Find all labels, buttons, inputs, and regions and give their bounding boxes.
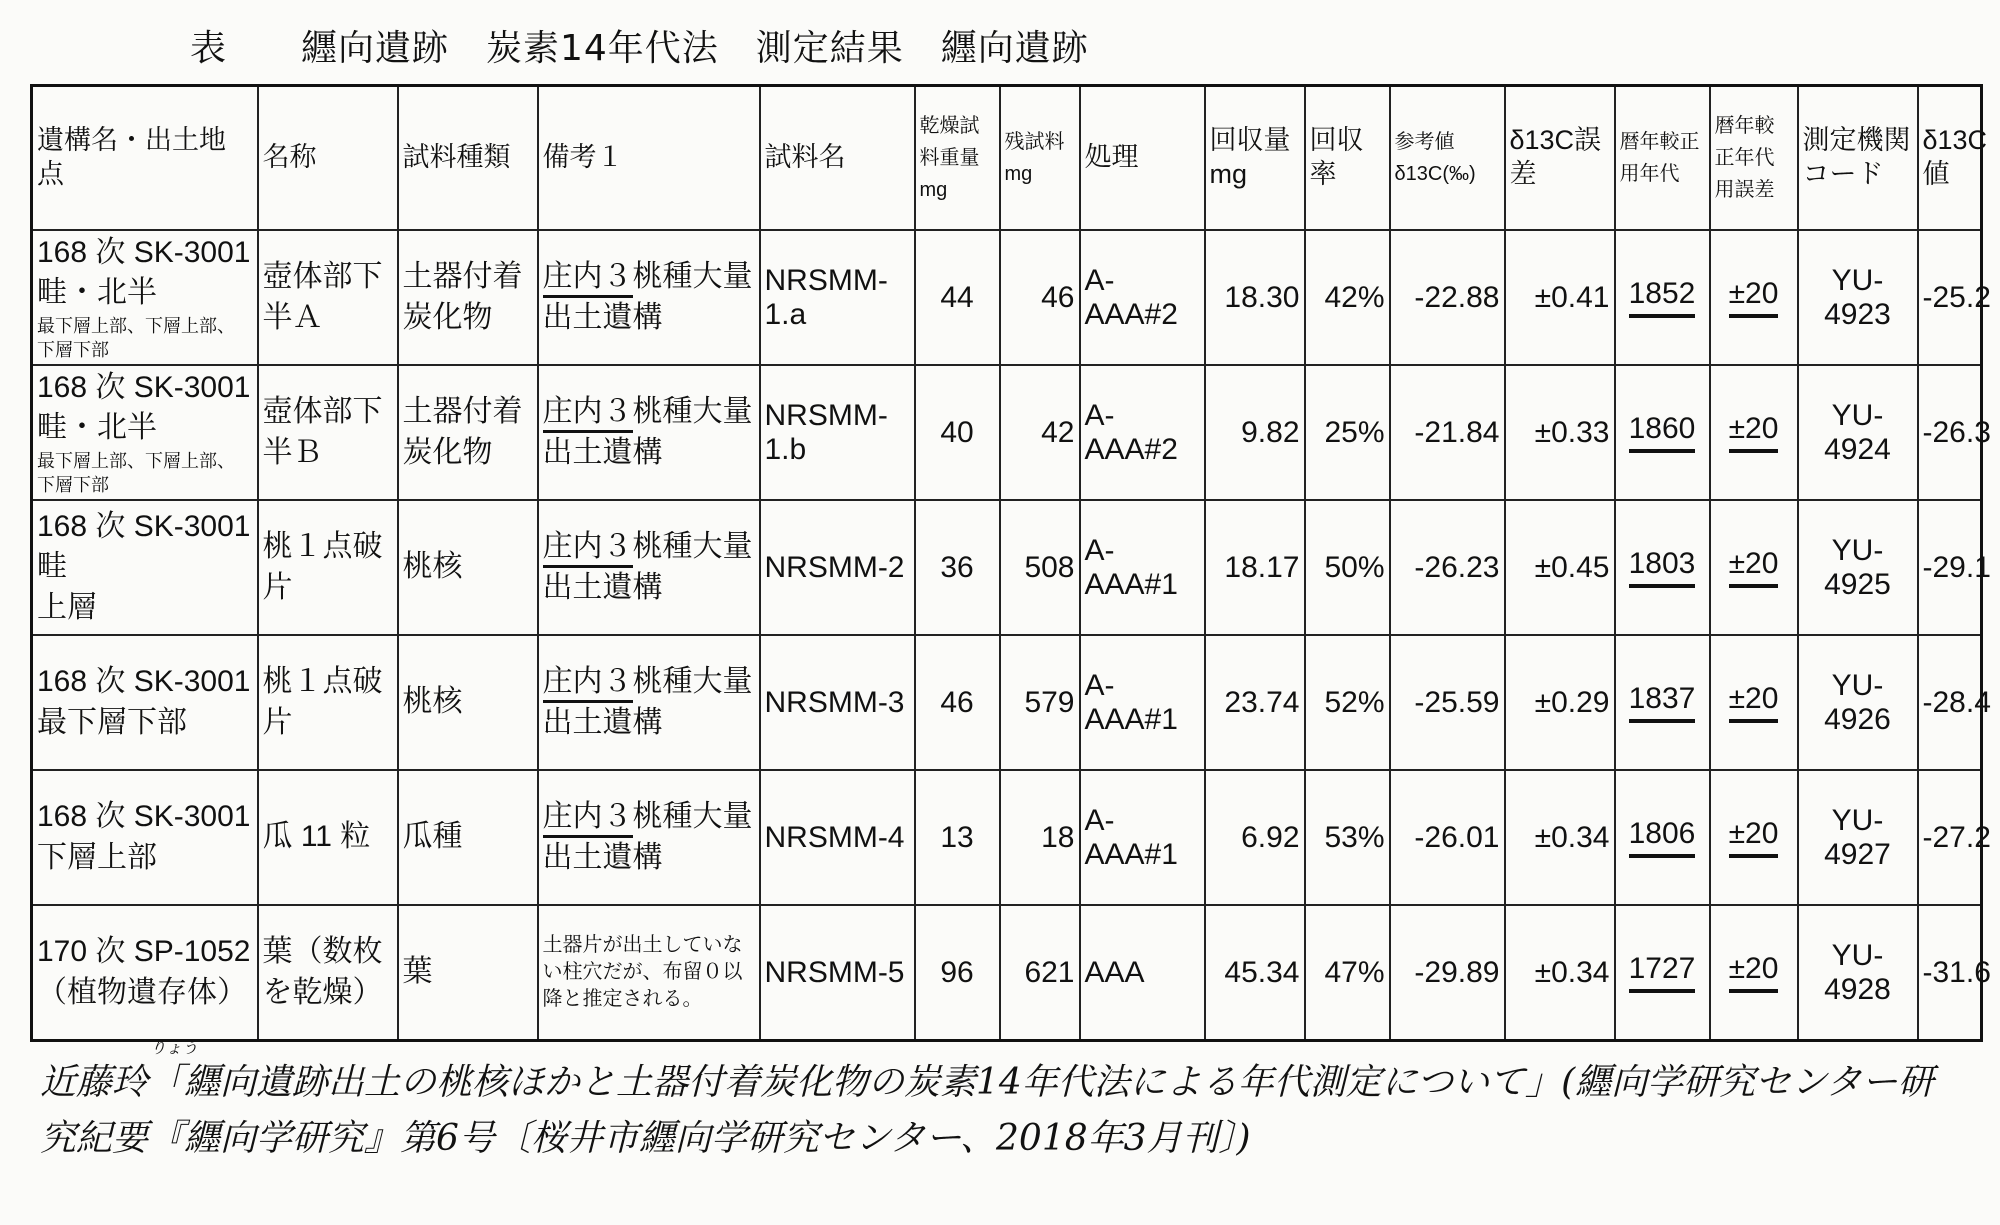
cell-dry-weight: 96 xyxy=(915,905,1000,1041)
cell-lab-code: YU-4925 xyxy=(1798,500,1918,635)
location-sub-text: 最下層上部、下層上部、下層下部 xyxy=(37,315,235,360)
cell-cal-error xyxy=(1710,635,1798,770)
cell-cal-error xyxy=(1710,770,1798,905)
cell-d13c-value: -25.2 xyxy=(1918,230,1982,365)
cal-error-value: ±20 xyxy=(1729,277,1779,318)
cell-lab-code: YU-4928 xyxy=(1798,905,1918,1041)
cell-sample-type: 瓜種 xyxy=(398,770,538,905)
location-sub-text: （植物遺存体） xyxy=(37,975,247,1009)
cell-cal-age xyxy=(1615,905,1710,1041)
table-row xyxy=(32,365,1982,500)
cell-location xyxy=(32,905,258,1041)
cell-d13c-error: ±0.33 xyxy=(1505,365,1615,500)
header-d13c-error: δ13C誤差 xyxy=(1505,86,1615,231)
cal-error-value: ±20 xyxy=(1729,682,1779,723)
table-row xyxy=(32,500,1982,635)
cell-dry-weight: 44 xyxy=(915,230,1000,365)
cal-age-value: 1837 xyxy=(1629,682,1696,723)
location-sub-text: 最下層下部 xyxy=(37,705,187,739)
cell-dry-weight: 13 xyxy=(915,770,1000,905)
cell-note xyxy=(538,770,760,905)
cell-cal-error xyxy=(1710,500,1798,635)
note-text: 桃種大量出土遺構 xyxy=(542,395,753,469)
cell-name: 葉（数枚を乾燥） xyxy=(258,905,398,1041)
cell-sample-name: NRSMM-2 xyxy=(760,500,915,635)
cell-dry-weight: 40 xyxy=(915,365,1000,500)
cell-location xyxy=(32,635,258,770)
cell-cal-age xyxy=(1615,365,1710,500)
cell-cal-age xyxy=(1615,635,1710,770)
cell-rate: 42% xyxy=(1305,230,1390,365)
header-dry-weight: 乾燥試料重量mg xyxy=(915,86,1000,231)
note-text: 土器片が出土していない柱穴だが、布留０以降と推定される。 xyxy=(542,934,743,1010)
location-sub-text: 上層 xyxy=(37,590,97,624)
handwritten-citation: 近藤玲「纒向遺跡出土の桃核ほかと土器付着炭化物の炭素14年代法による年代測定について」(纒向学研究センター研究紀要『纒向学研究』第6号〔桜井市纒向学研究センター、2018年3月刊〕) xyxy=(40,1062,1934,1159)
header-sample-name: 試料名 xyxy=(760,86,915,231)
cal-age-value: 1806 xyxy=(1629,817,1696,858)
cal-age-value: 1852 xyxy=(1629,277,1696,318)
cell-dry-weight: 36 xyxy=(915,500,1000,635)
cell-ref-d13c: -26.23 xyxy=(1390,500,1505,635)
location-sub-text: 下層上部 xyxy=(37,840,157,874)
cell-d13c-error: ±0.41 xyxy=(1505,230,1615,365)
cell-ref-d13c: -26.01 xyxy=(1390,770,1505,905)
note-period: 庄内３ xyxy=(543,665,633,703)
location-text: 170 次 SP-1052 xyxy=(37,935,251,968)
cal-error-value: ±20 xyxy=(1729,547,1779,588)
cell-d13c-error: ±0.34 xyxy=(1505,905,1615,1041)
note-period: 庄内３ xyxy=(543,530,633,568)
note-period: 庄内３ xyxy=(543,260,633,298)
note-period: 庄内３ xyxy=(543,395,633,433)
cell-recovered: 9.82 xyxy=(1205,365,1305,500)
cell-d13c-value: -27.2 xyxy=(1918,770,1982,905)
cell-note xyxy=(538,635,760,770)
cell-d13c-value: -31.6 xyxy=(1918,905,1982,1041)
cell-cal-age xyxy=(1615,500,1710,635)
note-text: 桃種大量出土遺構 xyxy=(542,665,753,739)
page-title: 表 纒向遺跡 炭素14年代法 測定結果 纒向遺跡 xyxy=(190,28,1089,69)
cell-sample-type: 葉 xyxy=(398,905,538,1041)
cell-lab-code: YU-4924 xyxy=(1798,365,1918,500)
cell-d13c-value: -26.3 xyxy=(1918,365,1982,500)
header-lab-code: 測定機関コード xyxy=(1798,86,1918,231)
cell-recovered: 23.74 xyxy=(1205,635,1305,770)
cell-note xyxy=(538,905,760,1041)
header-location: 遺構名・出土地点 xyxy=(32,86,258,231)
header-name: 名称 xyxy=(258,86,398,231)
cell-d13c-value: -28.4 xyxy=(1918,635,1982,770)
cell-sample-name: NRSMM-5 xyxy=(760,905,915,1041)
cell-name: 瓜 11 粒 xyxy=(258,770,398,905)
cell-treatment: A-AAA#2 xyxy=(1080,230,1205,365)
header-ref-d13c: 参考値δ13C(‰) xyxy=(1390,86,1505,231)
results-table xyxy=(30,84,1991,1042)
cal-age-value: 1803 xyxy=(1629,547,1696,588)
furigana-reading: りょう xyxy=(150,1038,199,1057)
cell-rate: 25% xyxy=(1305,365,1390,500)
cal-error-value: ±20 xyxy=(1729,817,1779,858)
cell-recovered: 45.34 xyxy=(1205,905,1305,1041)
note-text: 桃種大量出土遺構 xyxy=(542,800,753,874)
cell-sample-type: 桃核 xyxy=(398,635,538,770)
cell-remaining: 18 xyxy=(1000,770,1080,905)
header-cal-age: 暦年較正用年代 xyxy=(1615,86,1710,231)
cell-rate: 52% xyxy=(1305,635,1390,770)
cell-d13c-error: ±0.45 xyxy=(1505,500,1615,635)
cal-age-value: 1727 xyxy=(1629,952,1696,993)
cell-cal-age xyxy=(1615,230,1710,365)
cell-remaining: 46 xyxy=(1000,230,1080,365)
cell-name: 壺体部下半Ａ xyxy=(258,230,398,365)
note-text: 桃種大量出土遺構 xyxy=(542,530,753,604)
table-row xyxy=(32,635,1982,770)
cell-name: 桃１点破片 xyxy=(258,635,398,770)
header-remaining: 残試料mg xyxy=(1000,86,1080,231)
header-sample-type: 試料種類 xyxy=(398,86,538,231)
location-sub-text: 最下層上部、下層上部、下層下部 xyxy=(37,450,235,495)
cell-recovered: 18.30 xyxy=(1205,230,1305,365)
cell-treatment: A-AAA#1 xyxy=(1080,500,1205,635)
cell-recovered: 6.92 xyxy=(1205,770,1305,905)
cell-ref-d13c: -22.88 xyxy=(1390,230,1505,365)
cell-remaining: 42 xyxy=(1000,365,1080,500)
cal-error-value: ±20 xyxy=(1729,412,1779,453)
cell-location xyxy=(32,365,258,500)
cell-rate: 53% xyxy=(1305,770,1390,905)
location-text: 168 次 SK-3001 畦・北半 xyxy=(37,370,251,445)
cell-sample-name: NRSMM-3 xyxy=(760,635,915,770)
cell-sample-type: 土器付着炭化物 xyxy=(398,230,538,365)
cell-d13c-error: ±0.34 xyxy=(1505,770,1615,905)
cell-sample-name: NRSMM-1.b xyxy=(760,365,915,500)
table-row xyxy=(32,905,1982,1041)
table-row xyxy=(32,230,1982,365)
cell-sample-type: 桃核 xyxy=(398,500,538,635)
cell-treatment: A-AAA#1 xyxy=(1080,635,1205,770)
note-period: 庄内３ xyxy=(543,800,633,838)
header-cal-error: 暦年較正年代用誤差 xyxy=(1710,86,1798,231)
cell-cal-error xyxy=(1710,905,1798,1041)
cell-remaining: 508 xyxy=(1000,500,1080,635)
cell-name: 壺体部下半Ｂ xyxy=(258,365,398,500)
header-recovery-rate: 回収率 xyxy=(1305,86,1390,231)
location-text: 168 次 SK-3001 xyxy=(37,665,251,698)
cell-location xyxy=(32,230,258,365)
cell-treatment: A-AAA#2 xyxy=(1080,365,1205,500)
header-d13c-value: δ13C値 xyxy=(1918,86,1982,231)
header-treatment: 処理 xyxy=(1080,86,1205,231)
header-recovered: 回収量mg xyxy=(1205,86,1305,231)
cell-sample-type: 土器付着炭化物 xyxy=(398,365,538,500)
cell-sample-name: NRSMM-4 xyxy=(760,770,915,905)
table-row xyxy=(32,770,1982,905)
cell-ref-d13c: -25.59 xyxy=(1390,635,1505,770)
table-header-row xyxy=(32,86,1982,231)
cell-recovered: 18.17 xyxy=(1205,500,1305,635)
cal-age-value: 1860 xyxy=(1629,412,1696,453)
location-text: 168 次 SK-3001 畦 xyxy=(37,509,251,584)
cell-cal-age xyxy=(1615,770,1710,905)
cell-sample-name: NRSMM-1.a xyxy=(760,230,915,365)
cell-ref-d13c: -29.89 xyxy=(1390,905,1505,1041)
cell-note xyxy=(538,500,760,635)
cell-d13c-error: ±0.29 xyxy=(1505,635,1615,770)
header-note: 備考１ xyxy=(538,86,760,231)
cell-lab-code: YU-4926 xyxy=(1798,635,1918,770)
cell-note xyxy=(538,230,760,365)
cell-ref-d13c: -21.84 xyxy=(1390,365,1505,500)
note-text: 桃種大量出土遺構 xyxy=(542,260,753,334)
cell-d13c-value: -29.1 xyxy=(1918,500,1982,635)
cell-lab-code: YU-4927 xyxy=(1798,770,1918,905)
cell-cal-error xyxy=(1710,365,1798,500)
cal-error-value: ±20 xyxy=(1729,952,1779,993)
cell-treatment: AAA xyxy=(1080,905,1205,1041)
cell-cal-error xyxy=(1710,230,1798,365)
location-text: 168 次 SK-3001 畦・北半 xyxy=(37,235,251,310)
cell-name: 桃１点破片 xyxy=(258,500,398,635)
cell-location xyxy=(32,770,258,905)
cell-treatment: A-AAA#1 xyxy=(1080,770,1205,905)
cell-note xyxy=(538,365,760,500)
cell-dry-weight: 46 xyxy=(915,635,1000,770)
cell-location xyxy=(32,500,258,635)
cell-remaining: 579 xyxy=(1000,635,1080,770)
cell-rate: 50% xyxy=(1305,500,1390,635)
cell-rate: 47% xyxy=(1305,905,1390,1041)
cell-remaining: 621 xyxy=(1000,905,1080,1041)
location-text: 168 次 SK-3001 xyxy=(37,800,251,833)
cell-lab-code: YU-4923 xyxy=(1798,230,1918,365)
